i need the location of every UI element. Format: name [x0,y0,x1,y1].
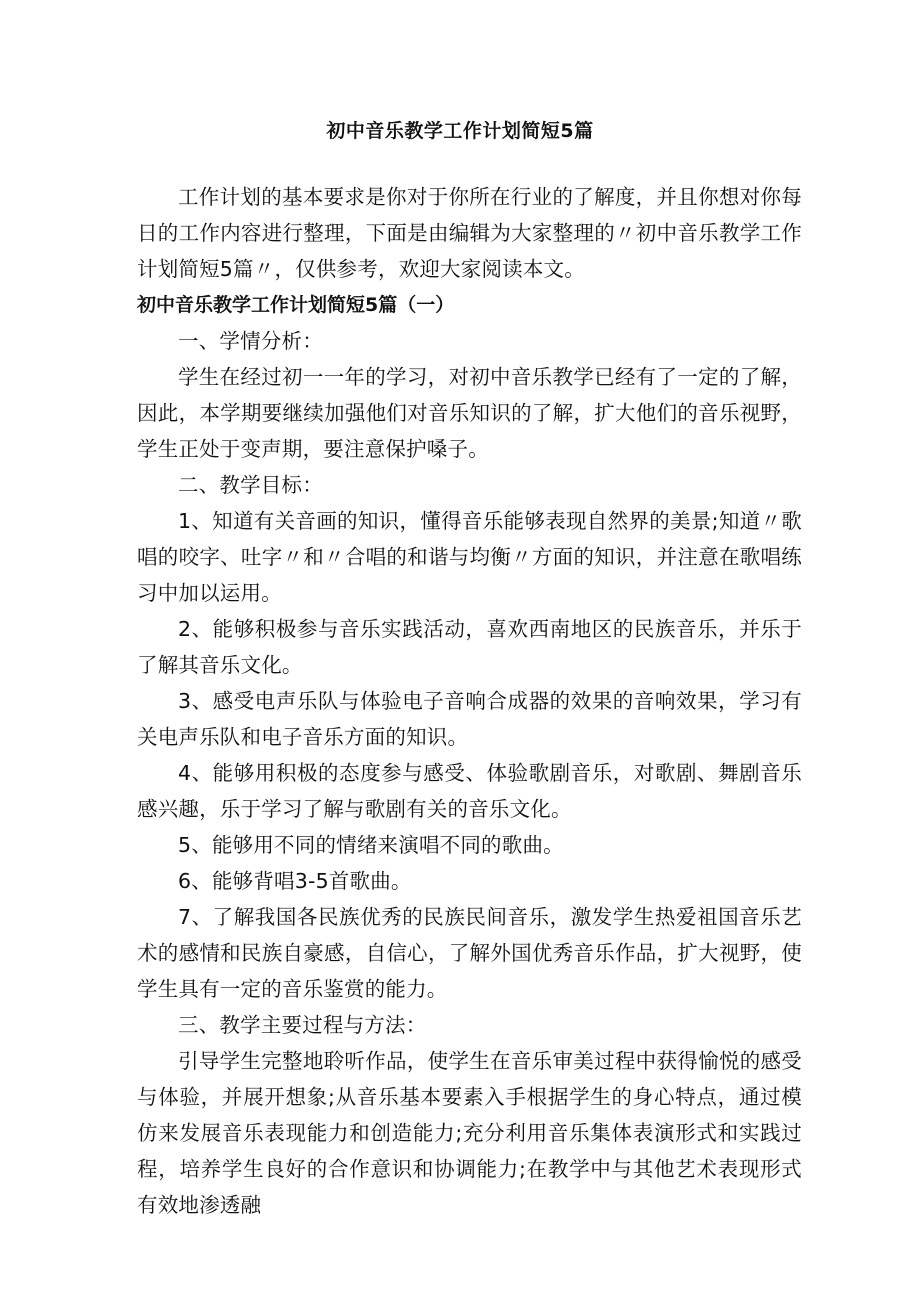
goal-item-5: 5、能够用不同的情绪来演唱不同的歌曲。 [178,833,564,857]
goal-item-2: 2、能够积极参与音乐实践活动，喜欢西南地区的民族音乐，并乐于了解其音乐文化。 [137,617,802,677]
goal-item-7: 7、了解我国各民族优秀的民族民间音乐，激发学生热爱祖国音乐艺术的感情和民族自豪感，自信心，了解外国优秀音乐作品，扩大视野，使学生具有一定的音乐鉴赏的能力。 [137,905,802,1001]
goal-item-3: 3、感受电声乐队与体验电子音响合成器的效果的音响效果，学习有关电声乐队和电子音乐方面的知识。 [137,689,802,749]
process-heading: 三、教学主要过程与方法： [178,1013,427,1037]
process-paragraph: 引导学生完整地聆听作品，使学生在音乐审美过程中获得愉悦的感受与体验，并展开想象;从音乐基本要素入手根据学生的身心特点，通过模仿来发展音乐表现能力和创造能力;充分利用音乐集体表演形式和实践过程，培养学生良好的合作意识和协调能力;在教学中与其他艺术表现形式有效地渗透融 [137,1049,802,1217]
goal-item-4: 4、能够用积极的态度参与感受、体验歌剧音乐，对歌剧、舞剧音乐感兴趣，乐于学习了解与歌剧有关的音乐文化。 [137,761,802,821]
goal-item-1: 1、知道有关音画的知识，懂得音乐能够表现自然界的美景;知道〃歌唱的咬字、吐字〃和〃合唱的和谐与均衡〃方面的知识，并注意在歌唱练习中加以运用。 [137,509,802,605]
document-title: 初中音乐教学工作计划简短5篇 [326,120,594,142]
analysis-paragraph: 学生在经过初一一年的学习，对初中音乐教学已经有了一定的了解，因此，本学期要继续加强他们对音乐知识的了解，扩大他们的音乐视野，学生正处于变声期，要注意保护嗓子。 [137,365,802,461]
intro-paragraph: 工作计划的基本要求是你对于你所在行业的了解度，并且你想对你每日的工作内容进行整理，下面是由编辑为大家整理的〃初中音乐教学工作计划简短5篇〃，仅供参考，欢迎大家阅读本文。 [137,185,802,281]
analysis-heading: 一、学情分析： [178,329,323,353]
goals-heading: 二、教学目标： [178,473,323,497]
section-heading: 初中音乐教学工作计划简短5篇（一） [137,294,455,316]
goal-item-6: 6、能够背唱3-5首歌曲。 [178,869,412,893]
document-body [137,179,802,1223]
